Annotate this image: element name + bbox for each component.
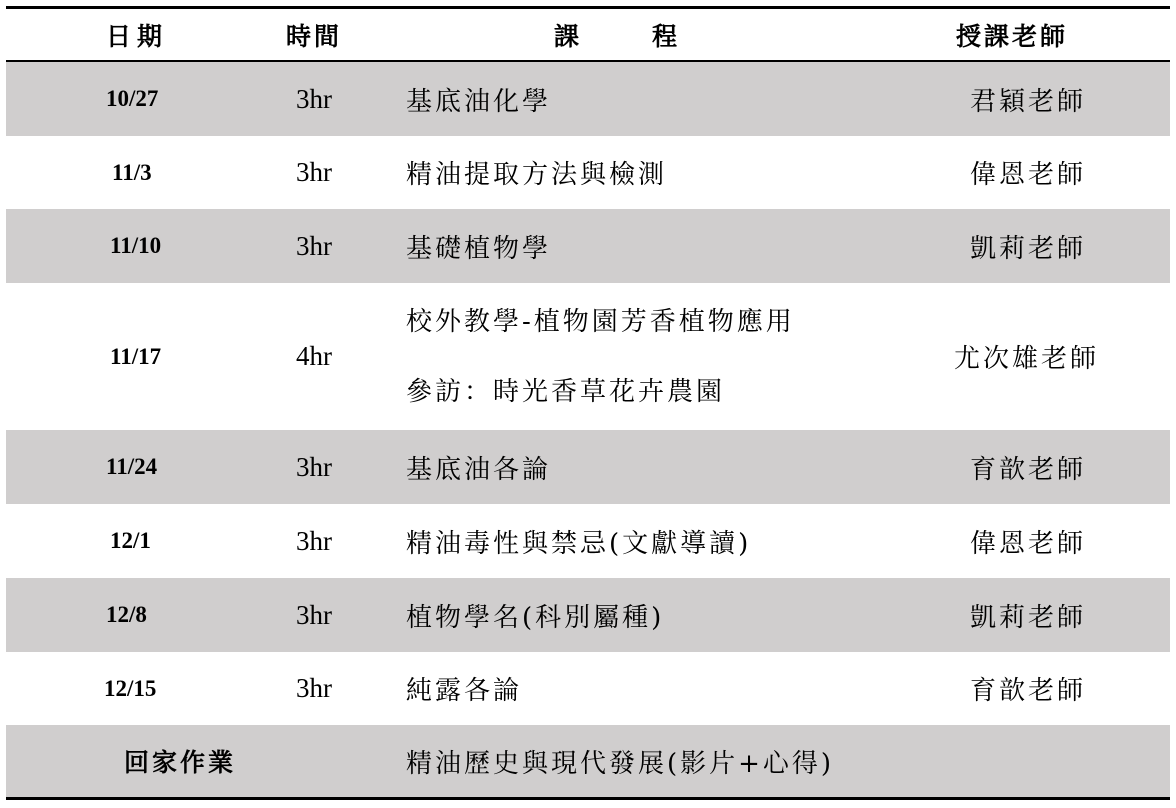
row-hours: 3hr (296, 230, 332, 261)
row-teacher: 凱莉老師 (970, 602, 1087, 633)
row-date: 11/10 (110, 233, 162, 258)
row-date: 11/24 (106, 454, 158, 479)
row-course: 基礎植物學 (406, 233, 552, 264)
row-teacher: 育歆老師 (970, 676, 1087, 706)
row-date: 11/17 (110, 343, 162, 369)
table-header-row (6, 9, 1170, 60)
header-date: 日期 (106, 21, 169, 51)
row-hours: 4hr (296, 341, 332, 371)
row-date: 10/27 (106, 86, 159, 111)
table-row (6, 430, 1170, 504)
row-hours: 3hr (296, 599, 332, 630)
row-course: 基底油各論 (406, 454, 552, 485)
row-course: 精油毒性與禁忌(文獻導讀) (406, 528, 752, 559)
homework-label: 回家作業 (124, 748, 237, 777)
row-teacher: 尤次雄老師 (954, 344, 1100, 374)
header-course-char-1: 課 (554, 21, 580, 51)
table-row (6, 209, 1170, 283)
row-hours: 3hr (296, 673, 332, 703)
row-course (406, 283, 946, 430)
table-row (6, 136, 1170, 209)
row-teacher: 育歆老師 (970, 454, 1087, 485)
table-row (6, 652, 1170, 725)
table-row (6, 504, 1170, 578)
row-teacher: 凱莉老師 (970, 233, 1087, 264)
table-row (6, 578, 1170, 652)
row-course-line-1: 校外教學-植物園芳香植物應用 (406, 306, 795, 337)
table-row (6, 283, 1170, 430)
row-hours: 3hr (296, 451, 332, 482)
row-course: 植物學名(科別屬種) (406, 602, 665, 633)
homework-row (6, 725, 1170, 797)
homework-course: 精油歷史與現代發展(影片+心得) (406, 748, 835, 779)
table-row (6, 62, 1170, 136)
row-teacher: 君穎老師 (970, 86, 1087, 117)
table-bottom-rule (6, 797, 1170, 800)
row-hours: 3hr (296, 157, 332, 187)
header-hours: 時間 (286, 21, 343, 51)
row-hours: 3hr (296, 83, 332, 114)
row-date: 12/15 (104, 675, 157, 701)
row-course: 精油提取方法與檢測 (406, 160, 668, 190)
row-date: 12/1 (110, 528, 151, 553)
header-teacher: 授課老師 (956, 21, 1069, 51)
header-course (554, 9, 714, 60)
row-teacher: 偉恩老師 (970, 160, 1087, 190)
row-teacher: 偉恩老師 (970, 528, 1087, 559)
row-date: 11/3 (112, 159, 152, 185)
header-course-char-2: 程 (652, 21, 678, 51)
row-date: 12/8 (106, 602, 147, 627)
row-course-line-2: 參訪：時光香草花卉農園 (406, 376, 726, 407)
row-course: 基底油化學 (406, 86, 552, 117)
row-hours: 3hr (296, 525, 332, 556)
row-course: 純露各論 (406, 676, 523, 706)
